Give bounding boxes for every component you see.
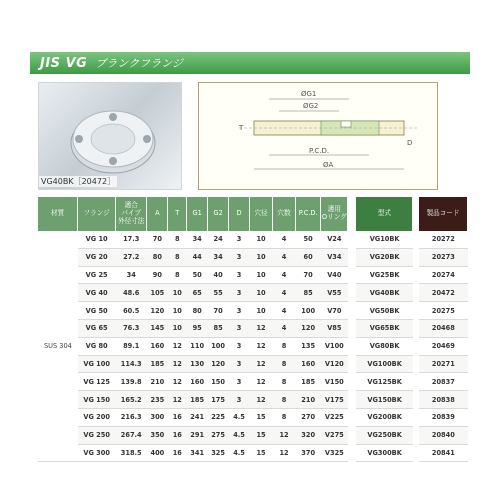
cell-hole-dia: 12 <box>250 355 273 373</box>
cell-spacer <box>348 426 356 444</box>
cell-oring: V225 <box>321 408 348 426</box>
cell-g1: 185 <box>187 391 208 409</box>
col-pcd: P.C.D. <box>296 197 321 231</box>
cell-t: 10 <box>168 319 187 337</box>
col-g2: G2 <box>208 197 229 231</box>
cell-oring: V120 <box>321 355 348 373</box>
cell-t: 8 <box>168 231 187 248</box>
cell-code: 20271 <box>419 355 467 373</box>
cell-flange: VG 65 <box>78 319 116 337</box>
cell-pipe-od: 216.3 <box>116 408 147 426</box>
cell-a: 350 <box>147 426 168 444</box>
col-material: 材質 <box>38 197 78 231</box>
label-g2: ØG2 <box>303 102 319 110</box>
cell-g2: 34 <box>208 248 229 266</box>
label-a: ØA <box>323 161 334 169</box>
table-row <box>38 355 468 373</box>
cell-t: 10 <box>168 302 187 320</box>
cell-code: 20274 <box>419 266 467 284</box>
cell-model: VG20BK <box>356 248 413 266</box>
cell-pcd: 185 <box>296 373 321 391</box>
cell-t: 10 <box>168 284 187 302</box>
cell-code: 20273 <box>419 248 467 266</box>
cell-flange: VG 25 <box>78 266 116 284</box>
cell-a: 145 <box>147 319 168 337</box>
cell-pcd: 160 <box>296 355 321 373</box>
cell-spacer <box>348 248 356 266</box>
cell-a: 185 <box>147 355 168 373</box>
cell-g2: 55 <box>208 284 229 302</box>
dimension-diagram <box>198 82 438 190</box>
cell-hole-count: 8 <box>273 355 296 373</box>
cell-spacer <box>348 355 356 373</box>
page-header <box>30 52 470 74</box>
col-hole-dia: 穴径 <box>250 197 273 231</box>
label-g1: ØG1 <box>301 90 317 98</box>
cell-d: 3 <box>229 231 250 248</box>
cell-oring: V70 <box>321 302 348 320</box>
table-row <box>38 231 468 248</box>
cell-d: 3 <box>229 302 250 320</box>
cell-oring: V175 <box>321 391 348 409</box>
cell-pipe-od: 267.4 <box>116 426 147 444</box>
cell-spacer <box>348 337 356 355</box>
cell-flange: VG 40 <box>78 284 116 302</box>
cell-hole-dia: 12 <box>250 319 273 337</box>
cell-pipe-od: 27.2 <box>116 248 147 266</box>
cell-d: 3 <box>229 266 250 284</box>
cell-pipe-od: 165.2 <box>116 391 147 409</box>
cell-g1: 341 <box>187 444 208 462</box>
spec-table <box>38 197 468 462</box>
cell-g1: 160 <box>187 373 208 391</box>
cell-a: 160 <box>147 337 168 355</box>
cell-hole-count: 4 <box>273 284 296 302</box>
cell-t: 8 <box>168 266 187 284</box>
cell-hole-dia: 15 <box>250 444 273 462</box>
table-row <box>38 337 468 355</box>
cell-oring: V325 <box>321 444 348 462</box>
cell-g2: 85 <box>208 319 229 337</box>
cell-t: 12 <box>168 391 187 409</box>
cell-hole-count: 8 <box>273 337 296 355</box>
cell-model: VG300BK <box>356 444 413 462</box>
cell-pcd: 100 <box>296 302 321 320</box>
cell-g1: 50 <box>187 266 208 284</box>
cell-g2: 70 <box>208 302 229 320</box>
cell-pcd: 370 <box>296 444 321 462</box>
col-d: D <box>229 197 250 231</box>
col-code: 製品コード <box>419 197 467 231</box>
cell-model: VG100BK <box>356 355 413 373</box>
cell-oring: V275 <box>321 426 348 444</box>
cell-model: VG150BK <box>356 391 413 409</box>
cell-pcd: 270 <box>296 408 321 426</box>
cell-d: 3 <box>229 319 250 337</box>
cell-d: 3 <box>229 248 250 266</box>
cell-oring: V40 <box>321 266 348 284</box>
cell-flange: VG 100 <box>78 355 116 373</box>
cell-hole-count: 4 <box>273 319 296 337</box>
col-a: A <box>147 197 168 231</box>
cell-a: 105 <box>147 284 168 302</box>
cell-oring: V150 <box>321 373 348 391</box>
cell-t: 12 <box>168 373 187 391</box>
cell-g2: 120 <box>208 355 229 373</box>
cell-t: 8 <box>168 248 187 266</box>
cell-oring: V34 <box>321 248 348 266</box>
cell-code: 20841 <box>419 444 467 462</box>
cell-hole-dia: 12 <box>250 373 273 391</box>
cell-t: 16 <box>168 408 187 426</box>
cell-flange: VG 200 <box>78 408 116 426</box>
cell-g1: 241 <box>187 408 208 426</box>
cell-oring: V55 <box>321 284 348 302</box>
cell-pcd: 210 <box>296 391 321 409</box>
cell-a: 120 <box>147 302 168 320</box>
cell-hole-dia: 15 <box>250 408 273 426</box>
cell-spacer <box>348 391 356 409</box>
cell-flange: VG 50 <box>78 302 116 320</box>
cell-pipe-od: 76.3 <box>116 319 147 337</box>
cell-spacer <box>348 231 356 248</box>
table-row <box>38 391 468 409</box>
cell-hole-dia: 10 <box>250 302 273 320</box>
flange-cross-section <box>199 83 437 189</box>
cell-model: VG40BK <box>356 284 413 302</box>
cell-a: 90 <box>147 266 168 284</box>
cell-g2: 225 <box>208 408 229 426</box>
spec-table-body <box>38 231 468 462</box>
cell-g2: 275 <box>208 426 229 444</box>
product-photo <box>38 82 182 190</box>
col-g1: G1 <box>187 197 208 231</box>
cell-hole-count: 12 <box>273 444 296 462</box>
cell-t: 16 <box>168 426 187 444</box>
cell-g2: 40 <box>208 266 229 284</box>
cell-model: VG80BK <box>356 337 413 355</box>
col-oring <box>321 197 348 231</box>
table-row <box>38 248 468 266</box>
cell-flange: VG 150 <box>78 391 116 409</box>
cell-a: 235 <box>147 391 168 409</box>
cell-d: 4.5 <box>229 408 250 426</box>
cell-a: 400 <box>147 444 168 462</box>
cell-code: 20840 <box>419 426 467 444</box>
cell-model: VG50BK <box>356 302 413 320</box>
cell-pipe-od: 34 <box>116 266 147 284</box>
cell-flange: VG 10 <box>78 231 116 248</box>
cell-code: 20272 <box>419 231 467 248</box>
cell-spacer <box>348 444 356 462</box>
photo-caption: VG40BK［20472］ <box>41 177 116 186</box>
col-t: T <box>168 197 187 231</box>
cell-oring: V100 <box>321 337 348 355</box>
col-oring-line1: 適用 <box>327 205 341 214</box>
cell-pipe-od: 17.3 <box>116 231 147 248</box>
cell-pipe-od: 48.6 <box>116 284 147 302</box>
cell-g2: 325 <box>208 444 229 462</box>
cell-d: 3 <box>229 373 250 391</box>
cell-hole-dia: 10 <box>250 266 273 284</box>
cell-code: 20837 <box>419 373 467 391</box>
cell-spacer <box>348 319 356 337</box>
table-row <box>38 266 468 284</box>
label-pcd: P.C.D. <box>309 147 330 155</box>
cell-d: 4.5 <box>229 444 250 462</box>
cell-g2: 24 <box>208 231 229 248</box>
cell-g1: 44 <box>187 248 208 266</box>
cell-flange: VG 20 <box>78 248 116 266</box>
cell-pcd: 320 <box>296 426 321 444</box>
cell-pcd: 85 <box>296 284 321 302</box>
cell-g1: 80 <box>187 302 208 320</box>
cell-flange: VG 250 <box>78 426 116 444</box>
table-row <box>38 373 468 391</box>
table-row <box>38 426 468 444</box>
cell-spacer <box>348 408 356 426</box>
cell-g2: 175 <box>208 391 229 409</box>
cell-pipe-od: 318.5 <box>116 444 147 462</box>
table-row <box>38 408 468 426</box>
cell-g2: 150 <box>208 373 229 391</box>
cell-code: 20838 <box>419 391 467 409</box>
cell-spacer <box>348 266 356 284</box>
cell-pcd: 60 <box>296 248 321 266</box>
col-flange: フランジ <box>78 197 116 231</box>
cell-pipe-od: 89.1 <box>116 337 147 355</box>
col-model: 型式 <box>356 197 413 231</box>
cell-hole-count: 8 <box>273 373 296 391</box>
cell-hole-dia: 15 <box>250 426 273 444</box>
cell-g1: 130 <box>187 355 208 373</box>
cell-pcd: 50 <box>296 231 321 248</box>
cell-code: 20472 <box>419 284 467 302</box>
cell-oring: V85 <box>321 319 348 337</box>
label-t: T <box>239 124 244 132</box>
cell-model: VG65BK <box>356 319 413 337</box>
cell-flange: VG 300 <box>78 444 116 462</box>
cell-pipe-od: 139.8 <box>116 373 147 391</box>
col-hole-count: 穴数 <box>273 197 296 231</box>
cell-flange: VG 125 <box>78 373 116 391</box>
cell-spacer <box>348 284 356 302</box>
cell-hole-count: 4 <box>273 248 296 266</box>
flange-photo-illustration <box>39 83 181 189</box>
cell-hole-dia: 10 <box>250 248 273 266</box>
cell-hole-count: 8 <box>273 391 296 409</box>
cell-d: 3 <box>229 391 250 409</box>
cell-g1: 95 <box>187 319 208 337</box>
cell-hole-dia: 12 <box>250 337 273 355</box>
cell-hole-dia: 12 <box>250 391 273 409</box>
cell-pipe-od: 60.5 <box>116 302 147 320</box>
cell-code: 20275 <box>419 302 467 320</box>
cell-g1: 34 <box>187 231 208 248</box>
cell-spacer <box>348 373 356 391</box>
col-oring-line2: Oリング <box>321 213 347 221</box>
table-row <box>38 444 468 462</box>
cell-t: 12 <box>168 355 187 373</box>
cell-model: VG125BK <box>356 373 413 391</box>
cell-d: 3 <box>229 337 250 355</box>
cell-pcd: 135 <box>296 337 321 355</box>
cell-spacer <box>348 302 356 320</box>
cell-hole-count: 8 <box>273 408 296 426</box>
table-row <box>38 302 468 320</box>
col-pipe-line2: パイプ <box>121 209 141 218</box>
cell-model: VG25BK <box>356 266 413 284</box>
cell-a: 80 <box>147 248 168 266</box>
cell-material: SUS 304 <box>38 231 78 462</box>
cell-g1: 110 <box>187 337 208 355</box>
cell-t: 16 <box>168 444 187 462</box>
cell-code: 20469 <box>419 337 467 355</box>
cell-model: VG10BK <box>356 231 413 248</box>
cell-hole-count: 4 <box>273 231 296 248</box>
cell-hole-dia: 10 <box>250 231 273 248</box>
col-pipe-line3: 外径寸法 <box>118 216 145 225</box>
cell-pcd: 70 <box>296 266 321 284</box>
cell-hole-dia: 10 <box>250 284 273 302</box>
cell-hole-count: 4 <box>273 302 296 320</box>
cell-model: VG250BK <box>356 426 413 444</box>
cell-code: 20839 <box>419 408 467 426</box>
cell-hole-count: 4 <box>273 266 296 284</box>
cell-g1: 65 <box>187 284 208 302</box>
cell-d: 3 <box>229 355 250 373</box>
header-subtitle: ブランクフランジ <box>95 57 183 70</box>
cell-flange: VG 80 <box>78 337 116 355</box>
cell-pipe-od: 114.3 <box>116 355 147 373</box>
header-title: JIS VG <box>40 55 88 71</box>
cell-a: 70 <box>147 231 168 248</box>
cell-hole-count: 12 <box>273 426 296 444</box>
cell-a: 210 <box>147 373 168 391</box>
cell-t: 12 <box>168 337 187 355</box>
cell-oring: V24 <box>321 231 348 248</box>
cell-code: 20468 <box>419 319 467 337</box>
cell-g2: 100 <box>208 337 229 355</box>
cell-d: 3 <box>229 284 250 302</box>
col-pipe <box>116 197 147 231</box>
cell-model: VG200BK <box>356 408 413 426</box>
cell-pcd: 120 <box>296 319 321 337</box>
spec-table-header <box>38 197 468 231</box>
cell-a: 300 <box>147 408 168 426</box>
table-row <box>38 284 468 302</box>
col-pipe-line1: 適合 <box>124 201 138 210</box>
label-d: D <box>407 139 413 147</box>
table-row <box>38 319 468 337</box>
cell-g1: 291 <box>187 426 208 444</box>
col-spacer <box>348 197 356 231</box>
cell-d: 4.5 <box>229 426 250 444</box>
